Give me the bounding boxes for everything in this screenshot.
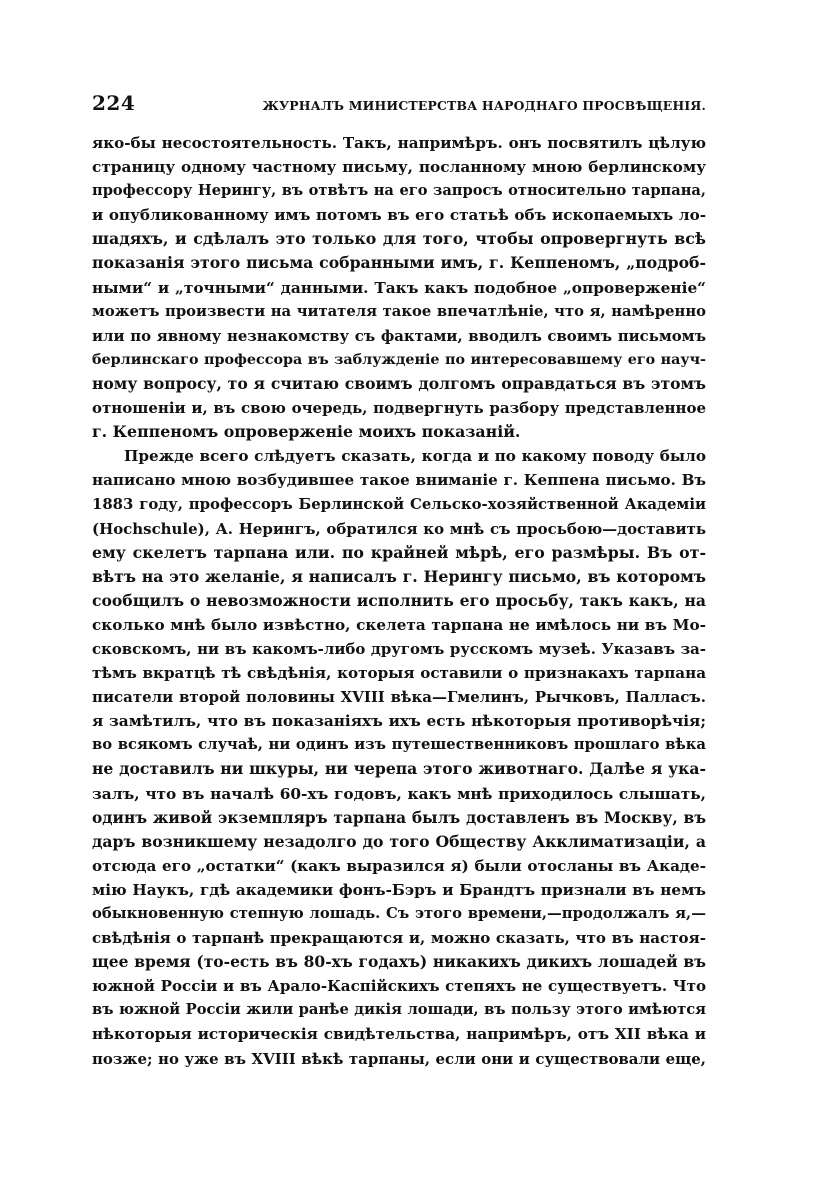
text-line: ему скелетъ тарпана или. по крайней мѣрѣ, его размѣры. Въ от- bbox=[92, 542, 706, 562]
text-line: написано мною возбудившее такое вниманіе г. Кеппена письмо. Въ bbox=[92, 471, 706, 490]
text-line: ными“ и „точными“ данными. Такъ какъ подобное „опроверженіе“ bbox=[92, 278, 706, 297]
text-line: сообщилъ о невозможности исполнить его просьбу, такъ какъ, на bbox=[92, 590, 706, 610]
running-title: ЖУРНАЛЪ МИНИСТЕРСТВА НАРОДНАГО ПРОСВѢЩЕНІЯ. bbox=[262, 98, 706, 113]
text-line: тѣмъ вкратцѣ тѣ свѣдѣнія, которыя оставили о признакахъ тарпана bbox=[92, 664, 706, 683]
text-line: яко-бы несостоятельность. Такъ, напримѣръ. онъ посвятилъ цѣлую bbox=[92, 134, 706, 152]
text-line: берлинскаго профессора въ заблужденіе по интересовавшему его науч- bbox=[92, 351, 706, 368]
text-line: шадяхъ, и сдѣлалъ это только для того, чтобы опровергнуть всѣ bbox=[92, 229, 706, 249]
text-line: ному вопросу, то я считаю своимъ долгомъ оправдаться въ этомъ bbox=[92, 373, 706, 393]
text-line: южной Россіи и въ Арало-Каспійскихъ степяхъ не существуетъ. Что bbox=[92, 977, 706, 996]
text-line: отношеніи и, въ свою очередь, подвергнуть разбору представленное bbox=[92, 399, 706, 418]
text-line: въ южной Россіи жили ранѣе дикія лошади, въ пользу этого имѣются bbox=[92, 1001, 706, 1019]
text-line: писатели второй половины XVIII вѣка—Гмелинъ, Рычковъ, Палласъ. bbox=[92, 688, 706, 707]
paragraph-2 bbox=[92, 444, 706, 1070]
text-line: г. Кеппеномъ опроверженіе моихъ показаній. bbox=[92, 422, 521, 442]
text-line: 1883 году, профессоръ Берлинской Сельско-хозяйственной Академіи bbox=[92, 495, 706, 514]
text-line: сковскомъ, ни въ какомъ-либо другомъ русскомъ музеѣ. Указавъ за- bbox=[92, 639, 706, 658]
paragraph-1 bbox=[92, 131, 706, 444]
text-line: (Hochschule), А. Нерингъ, обратился ко мнѣ съ просьбою—доставить bbox=[92, 519, 706, 538]
page-number: 224 bbox=[92, 91, 136, 115]
text-line: можетъ произвести на читателя такое впечатлѣніе, что я, намѣренно bbox=[92, 302, 706, 320]
text-line: одинъ живой экземпляръ тарпана былъ доставленъ въ Москву, въ bbox=[92, 808, 706, 827]
page-header bbox=[92, 91, 706, 115]
body-text bbox=[92, 131, 706, 1071]
text-line: страницу одному частному письму, посланному мною берлинскому bbox=[92, 158, 706, 177]
text-line: свѣдѣнія о тарпанѣ прекращаются и, можно сказать, что въ настоя- bbox=[92, 929, 706, 948]
text-line: даръ возникшему незадолго до того Обществу Акклиматизаціи, а bbox=[92, 831, 706, 851]
text-line: отсюда его „остатки“ (какъ выразился я) были отосланы въ Акаде- bbox=[92, 856, 706, 875]
text-line: показанія этого письма собранными имъ, г. Кеппеномъ, „подроб- bbox=[92, 253, 706, 273]
text-line: вѣтъ на это желаніе, я написалъ г. Нерингу письмо, въ которомъ bbox=[92, 566, 706, 586]
text-line: залъ, что въ началѣ 60-хъ годовъ, какъ мнѣ приходилось слышать, bbox=[92, 784, 706, 803]
text-line: не доставилъ ни шкуры, ни черепа этого животнаго. Далѣе я ука- bbox=[92, 759, 706, 779]
text-line: сколько мнѣ было извѣстно, скелета тарпана не имѣлось ни въ Мо- bbox=[92, 615, 706, 634]
text-line: или по явному незнакомству съ фактами, вводилъ своимъ письмомъ bbox=[92, 326, 706, 345]
text-line: позже; но уже въ XVIII вѣкѣ тарпаны, если они и существовали еще, bbox=[92, 1049, 706, 1068]
text-line: обыкновенную степную лошадь. Съ этого времени,—продолжалъ я,— bbox=[92, 905, 706, 922]
text-line: и опубликованному имъ потомъ въ его статьѣ объ ископаемыхъ ло- bbox=[92, 206, 706, 225]
text-line: нѣкоторыя историческія свидѣтельства, напримѣръ, отъ XII вѣка и bbox=[92, 1025, 706, 1044]
text-line: щее время (то-есть въ 80-хъ годахъ) никакихъ дикихъ лошадей въ bbox=[92, 952, 706, 972]
text-line: мію Наукъ, гдѣ академики фонъ-Бэръ и Брандтъ признали въ немъ bbox=[92, 880, 706, 899]
text-line: во всякомъ случаѣ, ни одинъ изъ путешественниковъ прошлаго вѣка bbox=[92, 736, 706, 754]
text-line: я замѣтилъ, что въ показаніяхъ ихъ есть нѣкоторыя противорѣчія; bbox=[92, 712, 706, 731]
text-line: профессору Нерингу, въ отвѣтъ на его запросъ относительно тарпана, bbox=[92, 182, 706, 200]
text-line: Прежде всего слѣдуетъ сказать, когда и по какому поводу было bbox=[124, 447, 706, 466]
